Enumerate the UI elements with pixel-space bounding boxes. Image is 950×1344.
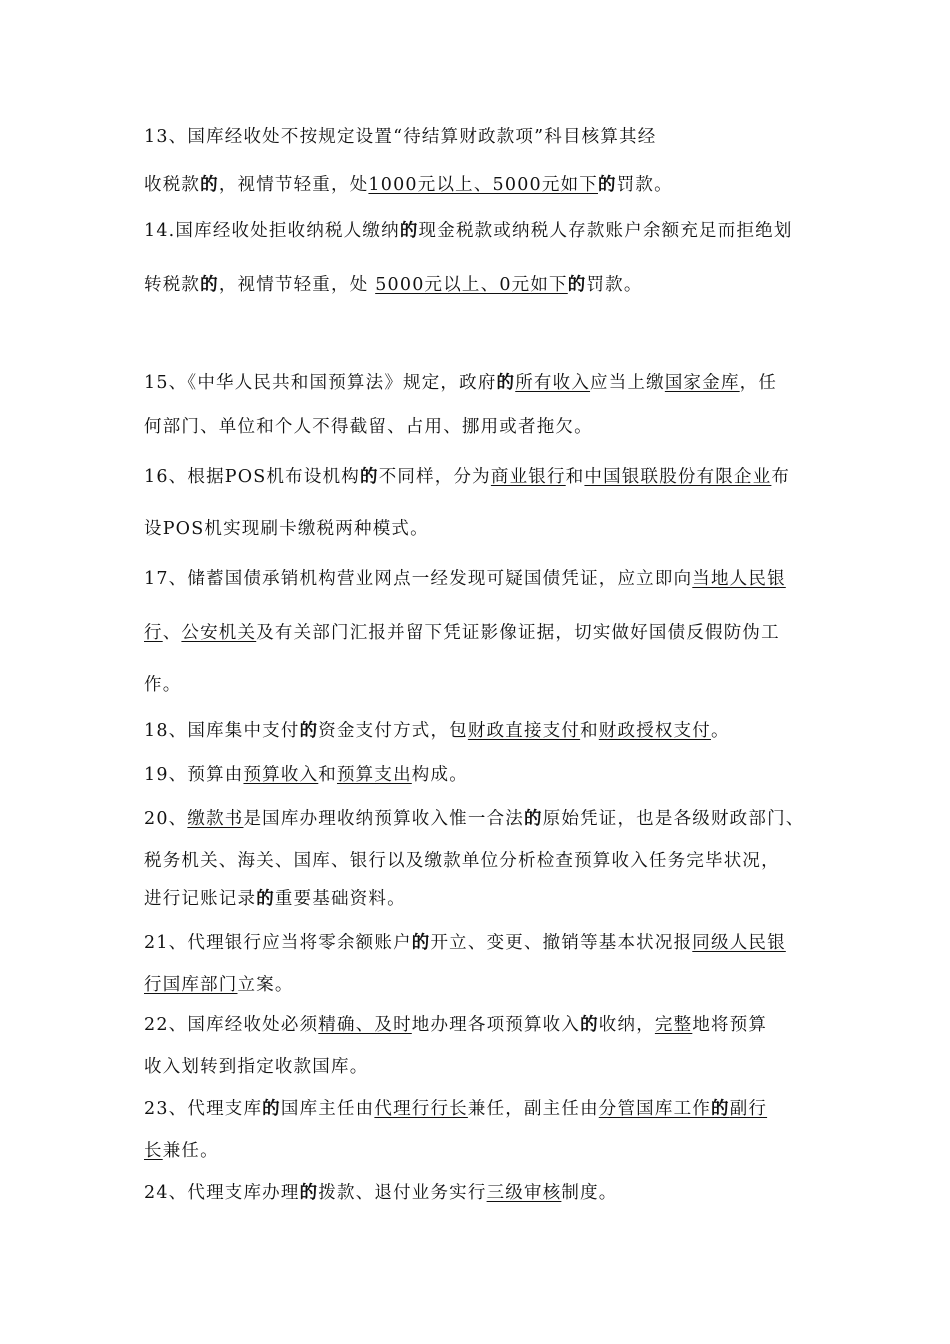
text: 及有关部门汇报并留下凭证影像证据，切实做好国债反假防伪工 xyxy=(256,623,780,643)
underlined-answer: 预算支出 xyxy=(336,765,412,785)
underlined-answer: 精确、及时 xyxy=(318,1015,412,1035)
text: 应当上缴 xyxy=(590,373,665,393)
text-bold: 的 xyxy=(411,933,431,953)
text: 转税款 xyxy=(144,275,201,295)
underlined-answer: 完整 xyxy=(654,1015,693,1035)
underlined-answer: 财政直接支付 xyxy=(467,721,581,741)
text-line xyxy=(144,219,793,243)
text: 作。 xyxy=(144,675,182,695)
text: 构成。 xyxy=(411,765,468,785)
underlined-answer: 财政授权支付 xyxy=(598,721,711,741)
text-bold: 的 xyxy=(598,175,617,195)
text: 16、根据POS机布设机构 xyxy=(144,467,360,487)
text-bold: 的 xyxy=(299,1183,319,1203)
text: 收入划转到指定收款国库。 xyxy=(144,1057,369,1077)
underlined-answer: 代理行行长 xyxy=(374,1099,468,1119)
underlined-answer: 行国库部门 xyxy=(144,975,238,995)
underlined-answer: 预算收入 xyxy=(243,765,319,785)
text: 22、国库经收处必须 xyxy=(144,1015,319,1035)
text: 原始凭证，也是各级财政部门、 xyxy=(542,809,805,829)
text: 和 xyxy=(565,467,585,487)
text: 21、代理银行应当将零余额账户 xyxy=(144,933,412,953)
text-bold: 的 xyxy=(299,721,319,741)
underlined-answer: 商业银行 xyxy=(490,467,566,487)
text-bold: 的 xyxy=(399,221,419,241)
underlined-answer: 副行 xyxy=(729,1099,768,1119)
text-line xyxy=(144,125,656,149)
text-line xyxy=(144,371,777,395)
text-line xyxy=(144,849,780,873)
text: 进行记账记录 xyxy=(144,889,257,909)
text: 立案。 xyxy=(237,975,294,995)
text: 23、代理支库 xyxy=(144,1099,263,1119)
underlined-answer: 公安机关 xyxy=(181,623,257,643)
text: ，视情节轻重，处 xyxy=(218,175,369,195)
text: 14.国库经收处拒收纳税人缴纳 xyxy=(144,221,400,241)
text: 资金支付方式，包 xyxy=(318,721,468,741)
text: 15、《中华人民共和国预算法》规定，政府 xyxy=(144,373,497,393)
text: 13、国库经收处不按规定设置“待结算财政款项”科目核算其经 xyxy=(144,127,657,147)
underlined-answer: 中国银联股份有限企业 xyxy=(584,467,772,487)
text: 兼任，副主任由 xyxy=(467,1099,599,1119)
text: 重要基础资料。 xyxy=(274,889,406,909)
text-line xyxy=(144,931,786,955)
text: 24、代理支库办理 xyxy=(144,1183,300,1203)
underlined-answer-bold: 的 xyxy=(710,1099,730,1119)
text-line xyxy=(144,1181,618,1205)
text: 是国库办理收纳预算收入惟一合法 xyxy=(243,809,524,829)
underlined-answer: 缴款书 xyxy=(187,809,244,829)
text: 兼任。 xyxy=(162,1141,219,1161)
text-bold: 的 xyxy=(523,809,543,829)
text-bold: 的 xyxy=(496,373,516,393)
text: 地将预算 xyxy=(692,1015,768,1035)
text: 18、国库集中支付 xyxy=(144,721,300,741)
text-line xyxy=(144,887,406,911)
text: 收税款 xyxy=(144,175,201,195)
text-bold: 的 xyxy=(256,889,275,909)
text: 罚款。 xyxy=(586,275,643,295)
text-bold: 的 xyxy=(262,1099,281,1119)
text-line xyxy=(144,673,181,697)
underlined-answer: 分管国库工作 xyxy=(598,1099,711,1119)
text-line xyxy=(144,517,429,541)
text-line xyxy=(144,465,790,489)
underlined-answer: 1000元以上、5000元如下 xyxy=(368,175,598,195)
text-bold: 的 xyxy=(200,275,219,295)
underlined-answer: 长 xyxy=(144,1141,163,1161)
text: 布 xyxy=(771,467,791,487)
text: 税务机关、海关、国库、银行以及缴款单位分析检查预算收入任务完毕状况， xyxy=(144,851,780,871)
text: 设POS机实现刷卡缴税两种模式。 xyxy=(144,519,429,539)
text-line xyxy=(144,415,593,439)
underlined-answer: 三级审核 xyxy=(486,1183,562,1203)
underlined-answer: 行 xyxy=(144,623,163,643)
underlined-answer: 当地人民银 xyxy=(692,569,786,589)
text-line xyxy=(144,273,643,297)
text: 不同样，分为 xyxy=(378,467,491,487)
text: 和 xyxy=(318,765,337,785)
text: 20、 xyxy=(144,809,188,829)
text-line xyxy=(144,567,786,591)
text-bold: 的 xyxy=(200,175,219,195)
underlined-answer: 国家金库 xyxy=(664,373,740,393)
text: 、 xyxy=(162,623,182,643)
text-line xyxy=(144,621,780,645)
text: 开立、变更、撤销等基本状况报 xyxy=(430,933,693,953)
text: 。 xyxy=(711,721,730,741)
text-bold: 的 xyxy=(359,467,379,487)
text: 17、储蓄国债承销机构营业网点一经发现可疑国债凭证，应立即向 xyxy=(144,569,693,589)
text-line xyxy=(144,763,468,787)
text-line xyxy=(144,719,730,743)
text: 拨款、退付业务实行 xyxy=(318,1183,487,1203)
text: 收纳， xyxy=(598,1015,655,1035)
text: 和 xyxy=(580,721,599,741)
text: 罚款。 xyxy=(616,175,673,195)
text-bold: 的 xyxy=(580,1015,599,1035)
text: 地办理各项预算收入 xyxy=(411,1015,581,1035)
text-line xyxy=(144,1097,767,1121)
text: 国库主任由 xyxy=(280,1099,375,1119)
text: ，任 xyxy=(739,373,778,393)
text: 19、预算由 xyxy=(144,765,244,785)
text: 何部门、单位和个人不得截留、占用、挪用或者拖欠。 xyxy=(144,417,593,437)
text-line xyxy=(144,973,294,997)
text-bold: 的 xyxy=(567,275,587,295)
underlined-answer: 5000元以上、0元如下 xyxy=(375,275,568,295)
text: 现金税款或纳税人存款账户余额充足而拒绝划 xyxy=(418,221,793,241)
underlined-answer: 同级人民银 xyxy=(692,933,786,953)
text-line xyxy=(144,1013,767,1037)
text-line xyxy=(144,173,673,197)
underlined-answer: 所有收入 xyxy=(515,373,591,393)
text-line xyxy=(144,807,805,831)
text-line xyxy=(144,1055,368,1079)
text-line xyxy=(144,1139,219,1163)
text: ，视情节轻重，处 xyxy=(218,275,376,295)
text: 制度。 xyxy=(561,1183,618,1203)
